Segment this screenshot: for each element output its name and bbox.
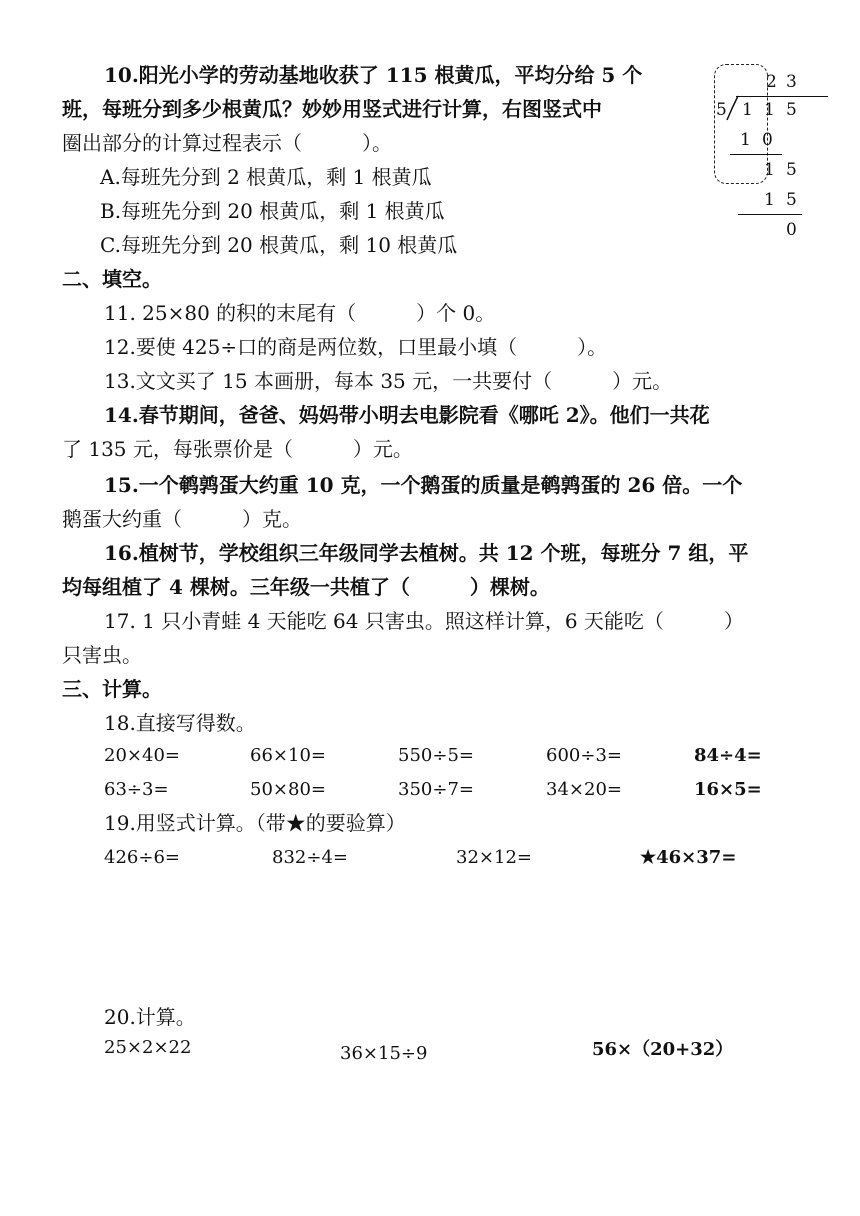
q14-line2: 了 135 元，每张票价是（ ）元。 xyxy=(62,437,413,461)
q10-option-c: C.每班先分到 20 根黄瓜，剩 10 根黄瓜 xyxy=(100,233,458,257)
q10-option-b: B.每班先分到 20 根黄瓜，剩 1 根黄瓜 xyxy=(100,199,445,223)
q13: 13.文文买了 15 本画册，每本 35 元，一共要付（ ）元。 xyxy=(104,369,673,393)
remainder-1-digit-2: 5 xyxy=(786,160,797,180)
q18-r1-c4: 600÷3= xyxy=(546,745,622,766)
dividend-digit-3: 5 xyxy=(786,100,797,120)
section-2-title: 二、填空。 xyxy=(62,267,162,291)
quotient-digit-2: 3 xyxy=(786,72,797,92)
q10-line1: 10.阳光小学的劳动基地收获了 115 根黄瓜，平均分给 5 个 xyxy=(104,63,643,87)
final-remainder: 0 xyxy=(786,220,797,240)
product-1-digit-1: 1 xyxy=(740,130,751,150)
quotient-digit-1: 2 xyxy=(766,72,777,92)
q17-line1: 17. 1 只小青蛙 4 天能吃 64 只害虫。照这样计算，6 天能吃（ ） xyxy=(104,609,744,633)
q11: 11. 25×80 的积的末尾有（ ）个 0。 xyxy=(104,301,496,325)
q20-c2: 36×15÷9 xyxy=(340,1043,428,1064)
product-1-digit-2: 0 xyxy=(762,130,773,150)
product-2-digit-2: 5 xyxy=(786,190,797,210)
q18-r2-c1: 63÷3= xyxy=(104,779,169,800)
q12: 12.要使 425÷口的商是两位数，口里最小填（ ）。 xyxy=(104,335,608,359)
q18-r2-c4: 34×20= xyxy=(546,779,622,800)
rule-2 xyxy=(738,214,802,215)
q18-r2-c2: 50×80= xyxy=(250,779,326,800)
q18-r1-c3: 550÷5= xyxy=(398,745,474,766)
q10-option-a: A.每班先分到 2 根黄瓜，剩 1 根黄瓜 xyxy=(100,165,432,189)
divisor: 5 xyxy=(716,100,727,120)
q16-line2: 均每组植了 4 棵树。三年级一共植了（ ）棵树。 xyxy=(62,575,550,599)
q18-r1-c1: 20×40= xyxy=(104,745,180,766)
q18-r2-c5: 16×5= xyxy=(694,779,762,800)
q18: 18.直接写得数。 xyxy=(104,711,256,735)
dividend-digit-2: 1 xyxy=(764,100,775,120)
rule-1 xyxy=(730,154,782,155)
division-bar xyxy=(736,96,828,97)
q20-c3: 56×（20+32） xyxy=(592,1039,734,1060)
q16-line1: 16.植树节，学校组织三年级同学去植树。共 12 个班，每班分 7 组，平 xyxy=(104,541,749,565)
q15-line2: 鹅蛋大约重（ ）克。 xyxy=(62,507,302,531)
section-3-title: 三、计算。 xyxy=(62,677,162,701)
q14-line1: 14.春节期间，爸爸、妈妈带小明去电影院看《哪吒 2》。他们一共花 xyxy=(104,403,710,427)
dividend-digit-1: 1 xyxy=(742,100,753,120)
q19-c3: 32×12= xyxy=(456,847,532,868)
q20-c1: 25×2×22 xyxy=(104,1037,192,1058)
q19-c4: ★46×37= xyxy=(640,847,737,868)
q19-c1: 426÷6= xyxy=(104,847,180,868)
q19: 19.用竖式计算。（带★的要验算） xyxy=(104,811,406,835)
product-2-digit-1: 1 xyxy=(764,190,775,210)
q10-line2: 班，每班分到多少根黄瓜？妙妙用竖式进行计算，右图竖式中 xyxy=(62,97,602,121)
q17-line2: 只害虫。 xyxy=(62,643,142,667)
remainder-1-digit-1: 1 xyxy=(764,160,775,180)
q19-c2: 832÷4= xyxy=(272,847,348,868)
long-division-figure xyxy=(708,60,828,250)
division-bracket xyxy=(726,94,740,122)
q15-line1: 15.一个鹌鹑蛋大约重 10 克，一个鹅蛋的质量是鹌鹑蛋的 26 倍。一个 xyxy=(104,473,743,497)
q10-line3: 圈出部分的计算过程表示（ ）。 xyxy=(62,131,392,155)
dashed-circle-highlight xyxy=(714,64,768,184)
q18-r1-c5: 84÷4= xyxy=(694,745,762,766)
q18-r2-c3: 350÷7= xyxy=(398,779,474,800)
q20: 20.计算。 xyxy=(104,1005,196,1029)
q18-r1-c2: 66×10= xyxy=(250,745,326,766)
